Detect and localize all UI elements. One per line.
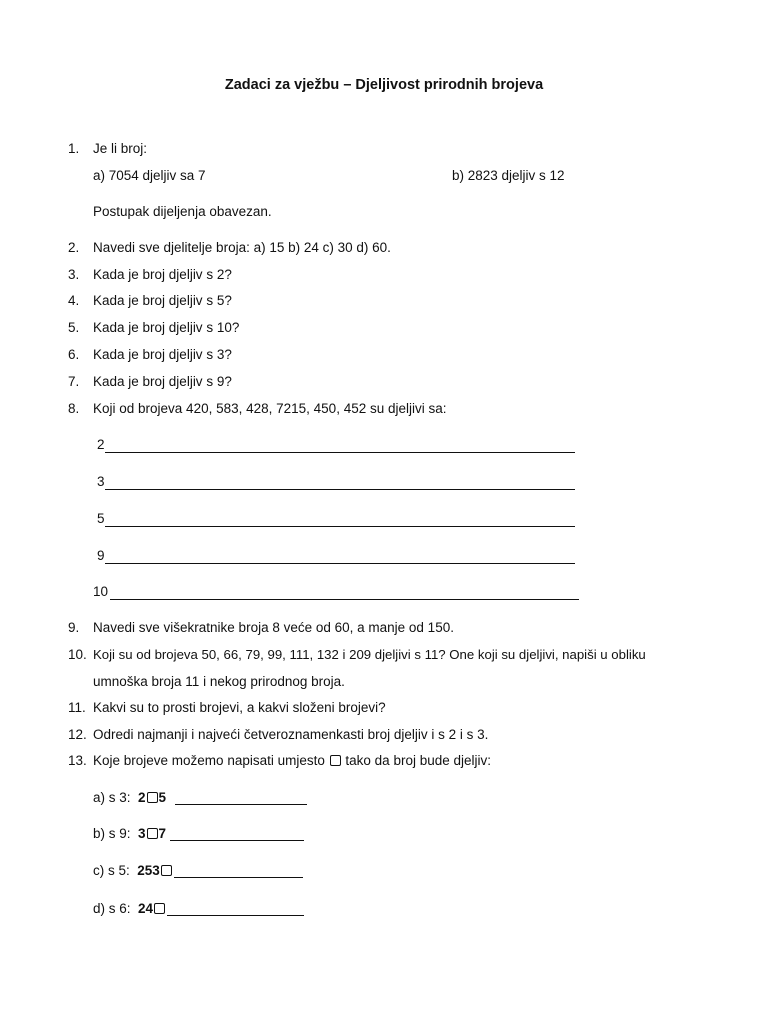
divisor-label: 3 <box>97 474 105 489</box>
task-text: Kada je broj djeljiv s 3? <box>93 347 232 362</box>
answer-line[interactable] <box>174 877 303 878</box>
item-label: a) s 3: <box>93 790 131 805</box>
task-number: 9. <box>68 620 80 635</box>
page-title: Zadaci za vježbu – Djeljivost prirodnih brojeva <box>224 77 544 93</box>
divisor-label: 10 <box>93 584 109 599</box>
answer-line[interactable] <box>110 599 579 600</box>
divisor-label: 9 <box>97 548 105 563</box>
task-13-text: Koje brojeve možemo napisati umjesto <box>93 753 325 768</box>
answer-line[interactable] <box>105 489 575 490</box>
number-prefix: 3 <box>138 826 146 841</box>
task-text: Kada je broj djeljiv s 2? <box>93 267 232 282</box>
task-text: Navedi sve višekratnike broja 8 veće od 60, a manje od 150. <box>93 620 454 635</box>
task-1-b: b) 2823 djeljiv s 12 <box>452 168 565 183</box>
task-number: 5. <box>68 320 80 335</box>
empty-box-icon <box>330 755 341 766</box>
task-number: 13. <box>68 753 87 768</box>
task-text: Koji su od brojeva 50, 66, 79, 99, 111, 132 i 209 djeljivi s 11? One koji su djeljivi, napiši u obliku <box>93 647 646 662</box>
number-prefix: 24 <box>138 901 154 916</box>
empty-box-icon <box>161 865 172 876</box>
task-text: Koji od brojeva 420, 583, 428, 7215, 450, 452 su djeljivi sa: <box>93 401 447 416</box>
answer-line[interactable] <box>170 840 304 841</box>
number-prefix: 2 <box>138 790 146 805</box>
empty-box-icon <box>154 903 165 914</box>
task-13-item-a <box>93 790 166 805</box>
task-13-suffix: tako da broj bude djeljiv: <box>345 753 491 768</box>
task-13-item-c <box>93 863 173 878</box>
task-number: 7. <box>68 374 80 389</box>
number-suffix: 7 <box>158 826 167 841</box>
number-prefix: 253 <box>137 863 160 878</box>
task-number: 1. <box>68 141 80 156</box>
answer-line[interactable] <box>105 452 575 453</box>
task-number: 11. <box>68 700 86 715</box>
task-text <box>93 753 491 768</box>
task-number: 3. <box>68 267 80 282</box>
item-label: b) s 9: <box>93 826 131 841</box>
divisor-label: 2 <box>97 437 105 452</box>
task-text: Kada je broj djeljiv s 9? <box>93 374 232 389</box>
empty-box-icon <box>147 828 158 839</box>
task-number: 4. <box>68 293 80 308</box>
task-text: Navedi sve djelitelje broja: a) 15 b) 24 c) 30 d) 60. <box>93 240 391 255</box>
task-text: Kakvi su to prosti brojevi, a kakvi složeni brojevi? <box>93 700 386 715</box>
empty-box-icon <box>147 792 158 803</box>
divisor-label: 5 <box>97 511 105 526</box>
task-1-a: a) 7054 djeljiv sa 7 <box>93 168 206 183</box>
task-10-continuation: umnoška broja 11 i nekog prirodnog broja. <box>93 674 345 689</box>
answer-line[interactable] <box>175 804 307 805</box>
task-number: 8. <box>68 401 80 416</box>
task-1-note: Postupak dijeljenja obavezan. <box>93 204 272 219</box>
number-suffix: 5 <box>158 790 167 805</box>
task-number: 10. <box>68 647 87 662</box>
task-number: 6. <box>68 347 80 362</box>
task-text: Je li broj: <box>93 141 148 156</box>
answer-line[interactable] <box>105 526 575 527</box>
item-label: c) s 5: <box>93 863 130 878</box>
item-label: d) s 6: <box>93 901 131 916</box>
task-number: 12. <box>68 727 87 742</box>
task-number: 2. <box>68 240 80 255</box>
task-text: Kada je broj djeljiv s 5? <box>93 293 232 308</box>
answer-line[interactable] <box>105 563 575 564</box>
task-13-item-b <box>93 826 166 841</box>
task-text: Kada je broj djeljiv s 10? <box>93 320 240 335</box>
task-13-item-d <box>93 901 166 916</box>
answer-line[interactable] <box>167 915 304 916</box>
task-text: Odredi najmanji i najveći četveroznamenkasti broj djeljiv i s 2 i s 3. <box>93 727 489 742</box>
